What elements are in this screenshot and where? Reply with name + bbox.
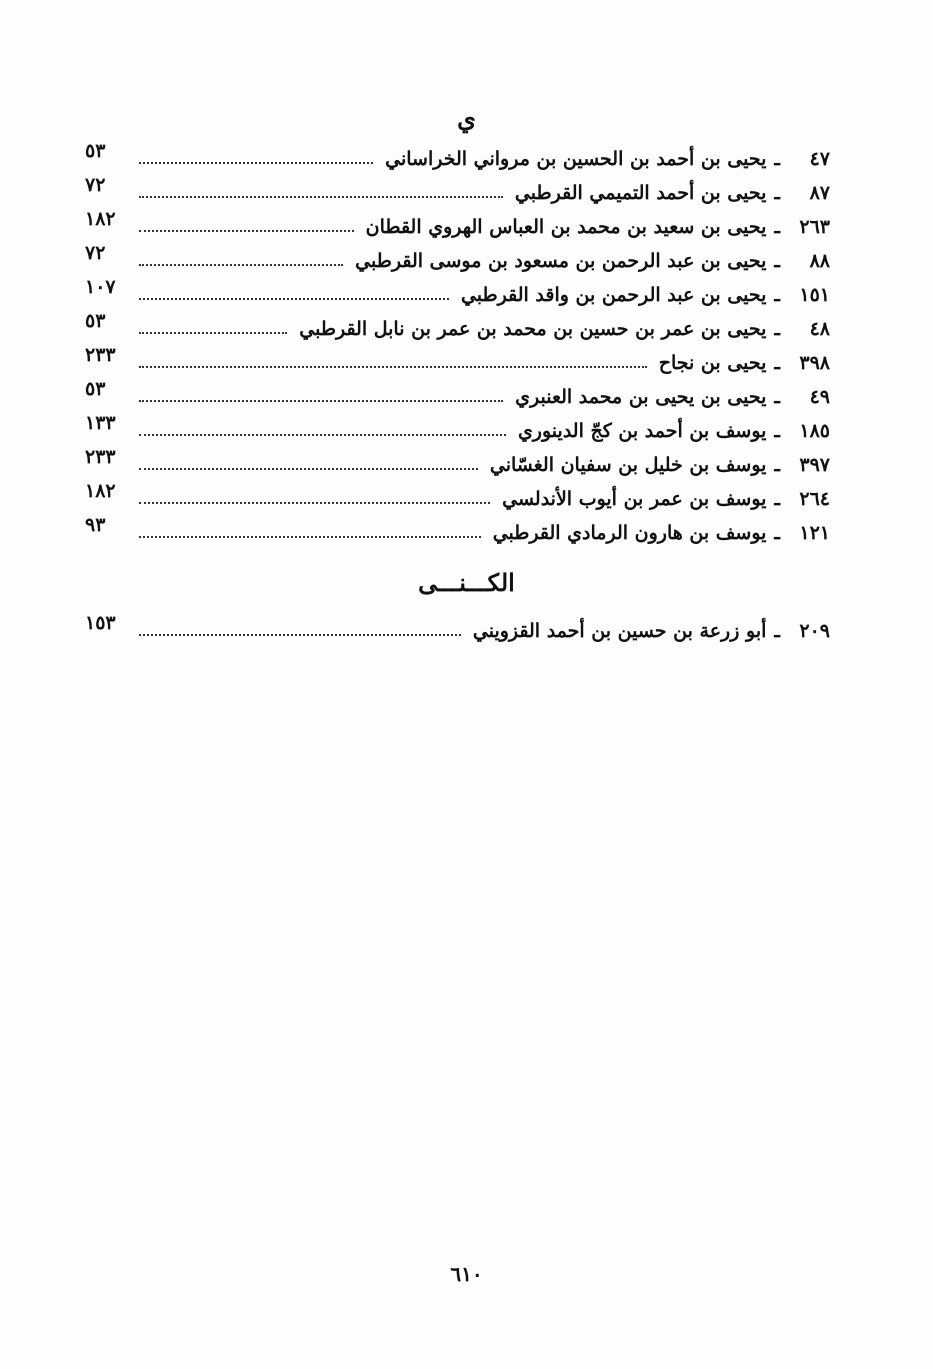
section-heading-kuna: الكـــنـــى [418, 568, 515, 597]
dot-leader [139, 536, 481, 538]
entry-dash: ـ [774, 386, 780, 408]
entry-page-ref: ٢٣٣ [85, 446, 116, 468]
list-item [85, 174, 830, 209]
entry-name: أبو زرعة بن حسين بن أحمد القزويني [472, 620, 767, 642]
entry-dash: ـ [774, 620, 780, 642]
entry-number: ٤٩ [809, 386, 830, 408]
entry-name: يحيى بن عمر بن حسين بن محمد بن عمر بن نابل القرطبي [299, 318, 767, 340]
entry-name: يوسف بن عمر بن أيوب الأندلسي [502, 488, 767, 510]
entry-page-ref: ٥٣ [85, 140, 106, 162]
entry-number: ٨٧ [809, 182, 830, 204]
list-item [85, 140, 830, 175]
dot-leader [139, 162, 373, 164]
entry-page-ref: ٩٣ [85, 514, 106, 536]
entry-number: ٣٩٨ [799, 352, 830, 374]
dot-leader [139, 434, 506, 436]
entry-name: يحيى بن نجاح [658, 352, 767, 374]
list-item [85, 446, 830, 481]
entry-number: ٢٦٤ [799, 488, 830, 510]
list-item [85, 514, 830, 549]
entry-number: ٤٨ [809, 318, 830, 340]
list-item [85, 480, 830, 515]
entry-number: ١٥١ [799, 284, 830, 306]
entry-page-ref: ٥٣ [85, 310, 106, 332]
list-item [85, 276, 830, 311]
entry-dash: ـ [774, 284, 780, 306]
entry-name: يحيى بن سعيد بن محمد بن العباس الهروي القطان [365, 216, 767, 238]
entry-dash: ـ [774, 216, 780, 238]
entry-dash: ـ [774, 318, 780, 340]
entry-name: يوسف بن خليل بن سفيان الغسّاني [489, 454, 767, 476]
entry-number: ٢٦٣ [799, 216, 830, 238]
entry-name: يوسف بن هارون الرمادي القرطبي [492, 522, 767, 544]
entry-name: يحيى بن عبد الرحمن بن مسعود بن موسى القرطبي [355, 250, 767, 272]
list-item [85, 242, 830, 277]
entry-page-ref: ٧٢ [85, 174, 106, 196]
entry-number: ٨٨ [809, 250, 830, 272]
entry-dash: ـ [774, 250, 780, 272]
dot-leader [139, 196, 503, 198]
dot-leader [139, 634, 461, 636]
dot-leader [139, 502, 490, 504]
entry-number: ٣٩٧ [799, 454, 830, 476]
entry-dash: ـ [774, 182, 780, 204]
entry-name: يوسف بن أحمد بن كجّ الدينوري [517, 420, 767, 442]
list-item [85, 378, 830, 413]
dot-leader [139, 230, 354, 232]
list-item [85, 310, 830, 345]
dot-leader [139, 400, 503, 402]
dot-leader [139, 468, 478, 470]
entry-dash: ـ [774, 522, 780, 544]
entry-page-ref: ١٥٣ [85, 612, 116, 634]
list-item [85, 344, 830, 379]
entry-name: يحيى بن أحمد بن الحسين بن مرواني الخراساني [385, 148, 767, 170]
entry-dash: ـ [774, 352, 780, 374]
entry-name: يحيى بن يحيى بن محمد العنبري [515, 386, 767, 408]
section-heading-ya: ي [457, 104, 476, 133]
entry-dash: ـ [774, 488, 780, 510]
entry-page-ref: ١٨٢ [85, 208, 116, 230]
entry-name: يحيى بن عبد الرحمن بن واقد القرطبي [460, 284, 767, 306]
entry-dash: ـ [774, 420, 780, 442]
entry-dash: ـ [774, 148, 780, 170]
dot-leader [139, 332, 287, 334]
entry-page-ref: ١٠٧ [85, 276, 116, 298]
entry-page-ref: ٧٢ [85, 242, 106, 264]
entry-page-ref: ٢٣٣ [85, 344, 116, 366]
dot-leader [139, 298, 449, 300]
entry-number: ١٨٥ [799, 420, 830, 442]
entry-number: ٤٧ [809, 148, 830, 170]
entry-dash: ـ [774, 454, 780, 476]
dot-leader [139, 366, 647, 368]
entry-page-ref: ١٨٢ [85, 480, 116, 502]
list-item [85, 412, 830, 447]
entry-page-ref: ١٣٣ [85, 412, 116, 434]
entry-page-ref: ٥٣ [85, 378, 106, 400]
dot-leader [139, 264, 343, 266]
list-item [85, 208, 830, 243]
entry-number: ٢٠٩ [799, 620, 830, 642]
entry-name: يحيى بن أحمد التميمي القرطبي [514, 182, 767, 204]
list-item [85, 612, 830, 647]
page-number: ٦١٠ [450, 1262, 483, 1286]
entry-number: ١٢١ [799, 522, 830, 544]
